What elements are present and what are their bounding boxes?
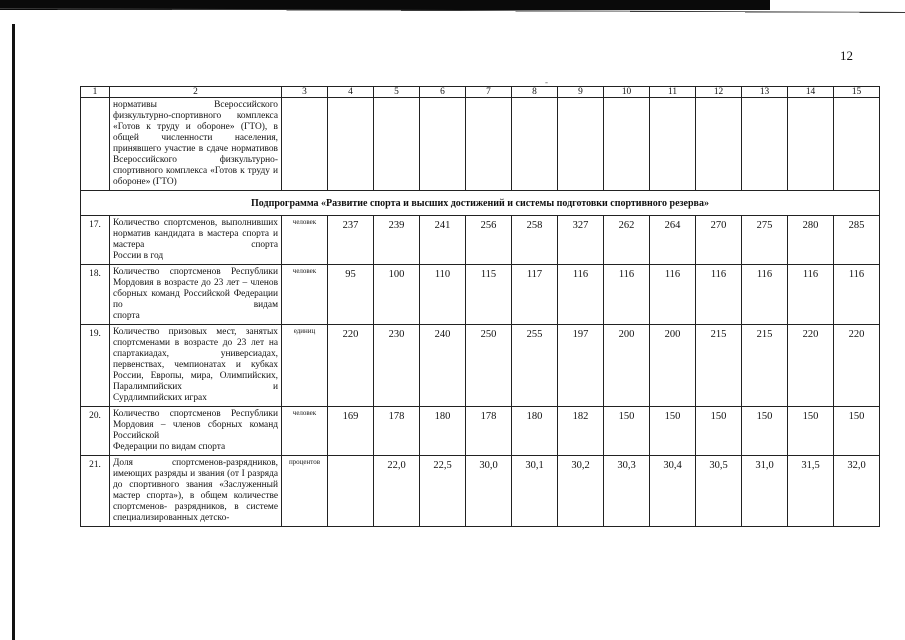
name-line: Федерации по видам спорта <box>113 442 226 452</box>
column-header: 14 <box>788 87 834 98</box>
scan-left-line <box>12 24 15 640</box>
value-cell: 30,4 <box>650 456 696 527</box>
column-header: 1 <box>81 87 110 98</box>
name-line: численности населения, <box>161 133 278 143</box>
column-header: 9 <box>558 87 604 98</box>
value-cell: 31,0 <box>742 456 788 527</box>
column-header: 2 <box>110 87 282 98</box>
name-line: Количество спортсменов <box>113 267 221 277</box>
name-line: сборных команд Российской <box>113 420 279 441</box>
column-header: 15 <box>834 87 880 98</box>
column-header: 7 <box>466 87 512 98</box>
name-line: физкультурно-спортивного <box>113 111 222 121</box>
row-number: 21. <box>81 456 110 527</box>
value-cell: 116 <box>742 265 788 325</box>
empty-cell <box>328 98 374 191</box>
value-cell: 150 <box>834 407 880 456</box>
name-line: до 23 лет – членов сборных команд <box>113 278 279 299</box>
value-cell: 258 <box>512 216 558 265</box>
empty-cell <box>742 98 788 191</box>
value-cell: 182 <box>558 407 604 456</box>
name-line: Европы, мира, Олимпийских, <box>150 371 279 381</box>
value-cell <box>328 456 374 527</box>
table-row <box>81 325 880 407</box>
indicator-name-cell <box>110 98 282 191</box>
empty-cell <box>604 98 650 191</box>
name-line: общем количестве спортсменов- <box>113 491 278 512</box>
top-mark: - <box>545 77 548 87</box>
name-line: Республики Мордовия – членов <box>113 409 278 430</box>
name-line: Доля спортсменов-разрядников, <box>113 458 278 468</box>
value-cell: 215 <box>696 325 742 407</box>
indicator-name-cell <box>110 265 282 325</box>
name-line: универсиадах, первенствах, <box>113 349 278 370</box>
value-cell: 180 <box>420 407 466 456</box>
name-line: выполнивших норматив кандидата <box>113 218 278 239</box>
table-row <box>81 456 880 527</box>
value-cell: 110 <box>420 265 466 325</box>
name-line: до 23 лет на спартакиадах, <box>113 338 278 359</box>
name-line: Российской Федерации по видам <box>113 289 279 310</box>
empty-cell <box>282 98 328 191</box>
indicator-name-cell <box>110 325 282 407</box>
value-cell: 116 <box>604 265 650 325</box>
value-cell: 275 <box>742 216 788 265</box>
value-cell: 230 <box>374 325 420 407</box>
value-cell: 220 <box>788 325 834 407</box>
value-cell: 30,0 <box>466 456 512 527</box>
value-cell: 241 <box>420 216 466 265</box>
value-cell: 150 <box>742 407 788 456</box>
value-cell: 239 <box>374 216 420 265</box>
empty-cell <box>512 98 558 191</box>
unit-cell: процентов <box>282 456 328 527</box>
row-number: 19. <box>81 325 110 407</box>
name-line: принявшего участие в сдаче <box>113 144 229 154</box>
value-cell: 262 <box>604 216 650 265</box>
value-cell: 30,2 <box>558 456 604 527</box>
value-cell: 31,5 <box>788 456 834 527</box>
table-row <box>81 407 880 456</box>
unit-cell: единиц <box>282 325 328 407</box>
unit-cell: человек <box>282 216 328 265</box>
name-line: физкультурно-спортивного <box>113 155 278 176</box>
value-cell: 280 <box>788 216 834 265</box>
value-cell: 22,0 <box>374 456 420 527</box>
name-line: Количество спортсменов <box>113 409 221 419</box>
name-line: Республики Мордовия в возрасте <box>113 267 278 288</box>
indicator-name-cell <box>110 456 282 527</box>
empty-cell <box>374 98 420 191</box>
scan-top-edge <box>0 0 905 24</box>
column-header: 10 <box>604 87 650 98</box>
value-cell: 215 <box>742 325 788 407</box>
value-cell: 95 <box>328 265 374 325</box>
name-line: «Заслуженный мастер спорта»), в <box>113 480 279 501</box>
name-line: нормативы Всероссийского <box>113 100 278 110</box>
indicators-table <box>80 86 880 527</box>
indicator-name-cell <box>110 407 282 456</box>
name-line: разрядников, в системе <box>174 502 278 512</box>
empty-cell <box>420 98 466 191</box>
table-body <box>81 87 880 527</box>
value-cell: 178 <box>374 407 420 456</box>
column-header: 6 <box>420 87 466 98</box>
column-header: 8 <box>512 87 558 98</box>
name-line: Количество спортсменов, <box>113 218 218 228</box>
subprogram-title: Подпрограмма «Развитие спорта и высших достижений и системы подготовки спортивного резерва» <box>81 191 880 216</box>
value-cell: 30,5 <box>696 456 742 527</box>
unit-cell: человек <box>282 265 328 325</box>
value-cell: 150 <box>650 407 696 456</box>
empty-cell <box>788 98 834 191</box>
table-row <box>81 265 880 325</box>
name-line: обороне» (ГТО) <box>113 177 177 187</box>
name-line: нормативов Всероссийского <box>113 144 278 165</box>
value-cell: 250 <box>466 325 512 407</box>
table-row <box>81 216 880 265</box>
name-line: чемпионатах и кубках России, <box>113 360 279 381</box>
value-cell: 200 <box>650 325 696 407</box>
column-header: 4 <box>328 87 374 98</box>
value-cell: 220 <box>834 325 880 407</box>
name-line: обороне» (ГТО), в общей <box>113 122 278 143</box>
empty-cell <box>650 98 696 191</box>
value-cell: 150 <box>788 407 834 456</box>
row-number: 18. <box>81 265 110 325</box>
name-line: спорта <box>113 311 140 321</box>
column-header: 5 <box>374 87 420 98</box>
scan-left-edge <box>0 24 26 640</box>
value-cell: 240 <box>420 325 466 407</box>
value-cell: 22,5 <box>420 456 466 527</box>
row-number: 20. <box>81 407 110 456</box>
empty-cell <box>466 98 512 191</box>
name-line: Сурдлимпийских играх <box>113 393 207 403</box>
value-cell: 116 <box>834 265 880 325</box>
column-header: 12 <box>696 87 742 98</box>
column-header: 3 <box>282 87 328 98</box>
value-cell: 117 <box>512 265 558 325</box>
name-line: комплекса «Готов к труду и <box>113 111 278 132</box>
indicator-name-cell <box>110 216 282 265</box>
value-cell: 237 <box>328 216 374 265</box>
value-cell: 169 <box>328 407 374 456</box>
value-cell: 150 <box>696 407 742 456</box>
name-line: занятых спортсменами в возрасте <box>113 327 278 348</box>
page-number: 12 <box>840 48 853 63</box>
name-line: Количество призовых мест, <box>113 327 237 337</box>
name-line: в мастера спорта и мастера спорта <box>113 229 279 250</box>
name-line: Паралимпийских и <box>113 382 278 392</box>
empty-cell <box>558 98 604 191</box>
value-cell: 150 <box>604 407 650 456</box>
value-cell: 256 <box>466 216 512 265</box>
value-cell: 116 <box>696 265 742 325</box>
value-cell: 180 <box>512 407 558 456</box>
subprogram-row <box>81 191 880 216</box>
value-cell: 115 <box>466 265 512 325</box>
value-cell: 270 <box>696 216 742 265</box>
row-number-cell <box>81 98 110 191</box>
scan-edge-line <box>0 8 905 24</box>
name-line: имеющих разряды и звания (от I <box>113 469 245 479</box>
value-cell: 116 <box>788 265 834 325</box>
empty-cell <box>696 98 742 191</box>
continuation-row <box>81 98 880 191</box>
value-cell: 30,1 <box>512 456 558 527</box>
value-cell: 116 <box>558 265 604 325</box>
value-cell: 200 <box>604 325 650 407</box>
value-cell: 264 <box>650 216 696 265</box>
empty-cell <box>834 98 880 191</box>
value-cell: 100 <box>374 265 420 325</box>
value-cell: 116 <box>650 265 696 325</box>
row-number: 17. <box>81 216 110 265</box>
column-header: 13 <box>742 87 788 98</box>
value-cell: 30,3 <box>604 456 650 527</box>
name-line: комплекса «Готов к труду и <box>166 166 279 176</box>
name-line: специализированных детско- <box>113 513 230 523</box>
value-cell: 220 <box>328 325 374 407</box>
value-cell: 285 <box>834 216 880 265</box>
value-cell: 197 <box>558 325 604 407</box>
value-cell: 327 <box>558 216 604 265</box>
value-cell: 178 <box>466 407 512 456</box>
header-row <box>81 87 880 98</box>
name-line: разряда до спортивного звания <box>113 469 279 490</box>
value-cell: 32,0 <box>834 456 880 527</box>
column-header: 11 <box>650 87 696 98</box>
unit-cell: человек <box>282 407 328 456</box>
value-cell: 255 <box>512 325 558 407</box>
name-line: России в год <box>113 251 164 261</box>
